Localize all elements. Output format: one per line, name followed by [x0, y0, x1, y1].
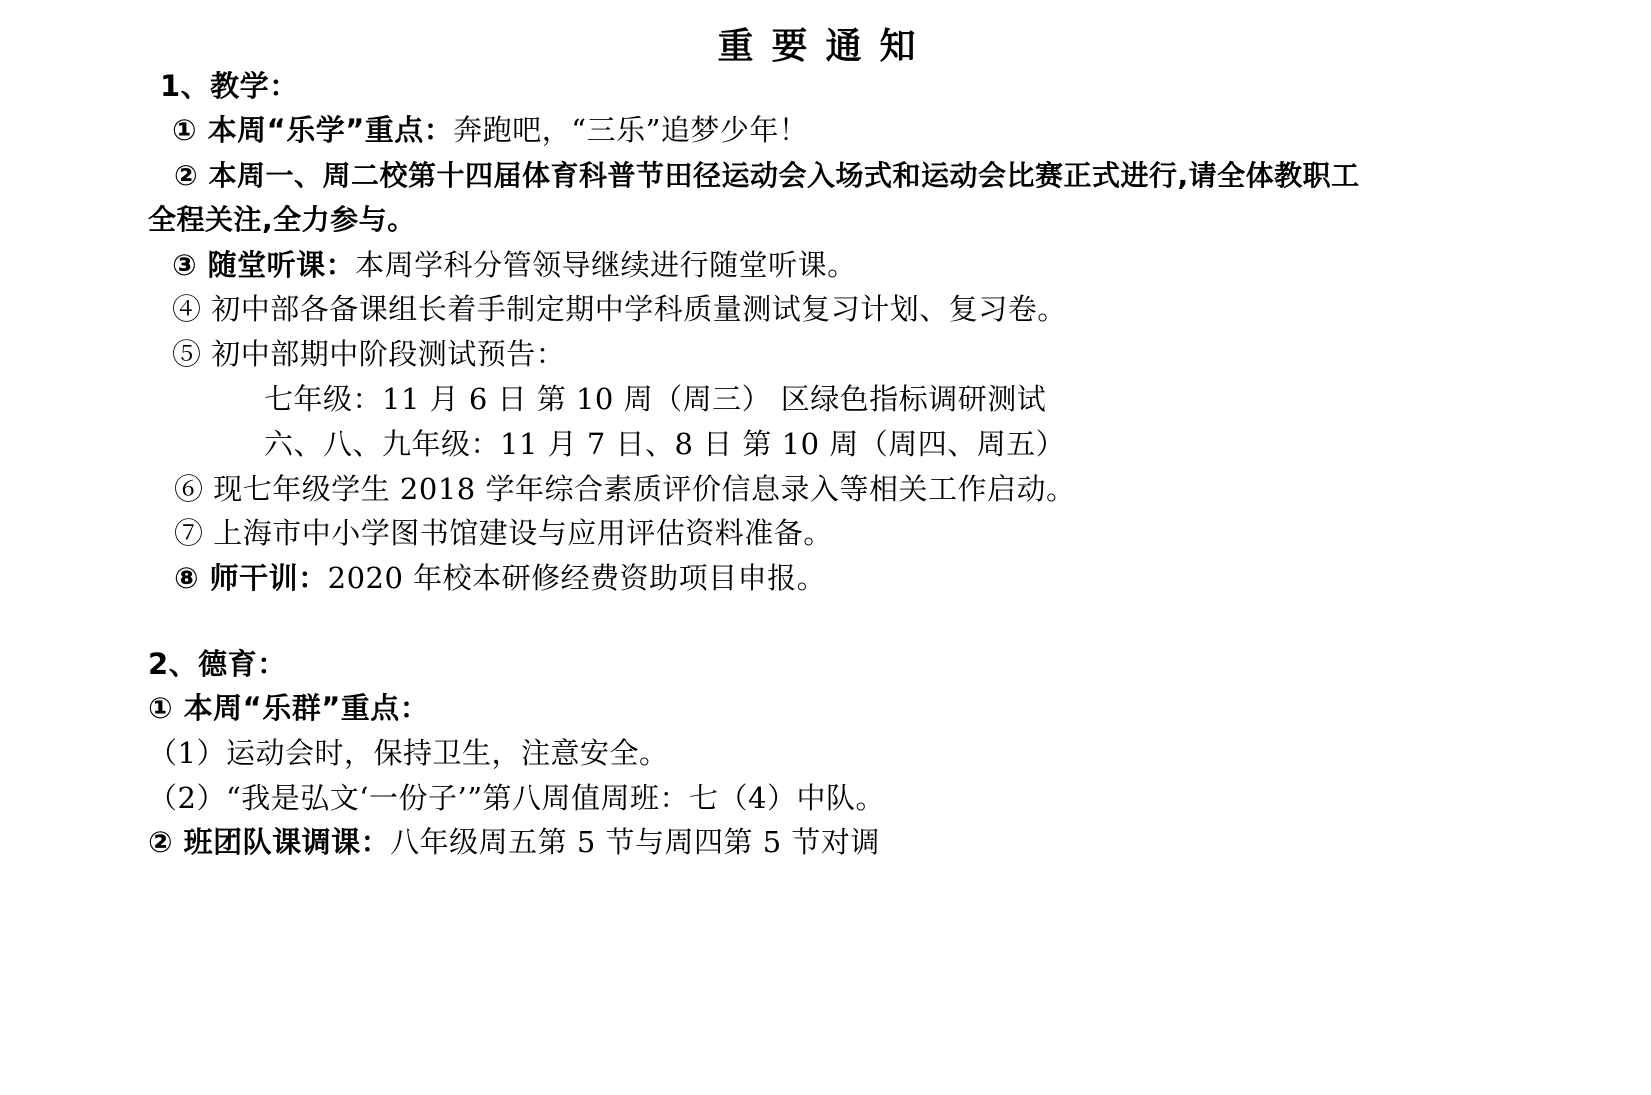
teaching-item-2-line-1: ② 本周一、周二校第十四届体育科普节田径运动会入场式和运动会比赛正式进行,请全体教职工: [174, 159, 1360, 192]
moral-item-1-label: ① 本周“乐群”重点：: [148, 691, 430, 725]
section-heading-moral: 2、德育：: [148, 647, 287, 681]
teaching-item-8-label: ⑧ 师干训：: [174, 561, 328, 595]
teaching-item-3: [172, 245, 857, 285]
teaching-item-1-label: ① 本周“乐学”重点：: [172, 113, 454, 147]
teaching-item-1: [172, 110, 808, 150]
moral-item-2-label: ② 班团队课调课：: [148, 825, 391, 859]
moral-item-2-text: 八年级周五第 5 节与周四第 5 节对调: [390, 825, 880, 859]
moral-item-1-sub-2: （2）“我是弘文‘一份子’”第八周值周班：七（4）中队。: [148, 781, 885, 815]
teaching-item-5: ⑤ 初中部期中阶段测试预告：: [172, 337, 566, 371]
teaching-item-4: ④ 初中部各备课组长着手制定期中学科质量测试复习计划、复习卷。: [172, 292, 1067, 326]
teaching-item-8-text: 2020 年校本研修经费资助项目申报。: [327, 561, 827, 595]
teaching-item-3-label: ③ 随堂听课：: [172, 248, 356, 282]
teaching-item-3-text: 本周学科分管领导继续进行随堂听课。: [355, 248, 857, 282]
teaching-item-2-line-2: 全程关注,全力参与。: [148, 203, 416, 236]
teaching-item-1-text: 奔跑吧，“三乐”追梦少年！: [453, 113, 809, 147]
moral-item-2: [148, 822, 880, 862]
teaching-item-8: [174, 558, 826, 598]
teaching-item-5-sub-2: 六、八、九年级：11 月 7 日、8 日 第 10 周（周四、周五）: [264, 427, 1066, 461]
moral-item-1-sub-1: （1）运动会时，保持卫生，注意安全。: [148, 736, 669, 770]
teaching-item-7: ⑦ 上海市中小学图书馆建设与应用评估资料准备。: [174, 516, 833, 550]
section-heading-teaching: 1、教学：: [160, 69, 299, 103]
teaching-item-6: ⑥ 现七年级学生 2018 学年综合素质评价信息录入等相关工作启动。: [174, 472, 1076, 506]
teaching-item-5-sub-1: 七年级：11 月 6 日 第 10 周（周三） 区绿色指标调研测试: [264, 382, 1047, 416]
page-title: 重要通知: [717, 26, 934, 67]
